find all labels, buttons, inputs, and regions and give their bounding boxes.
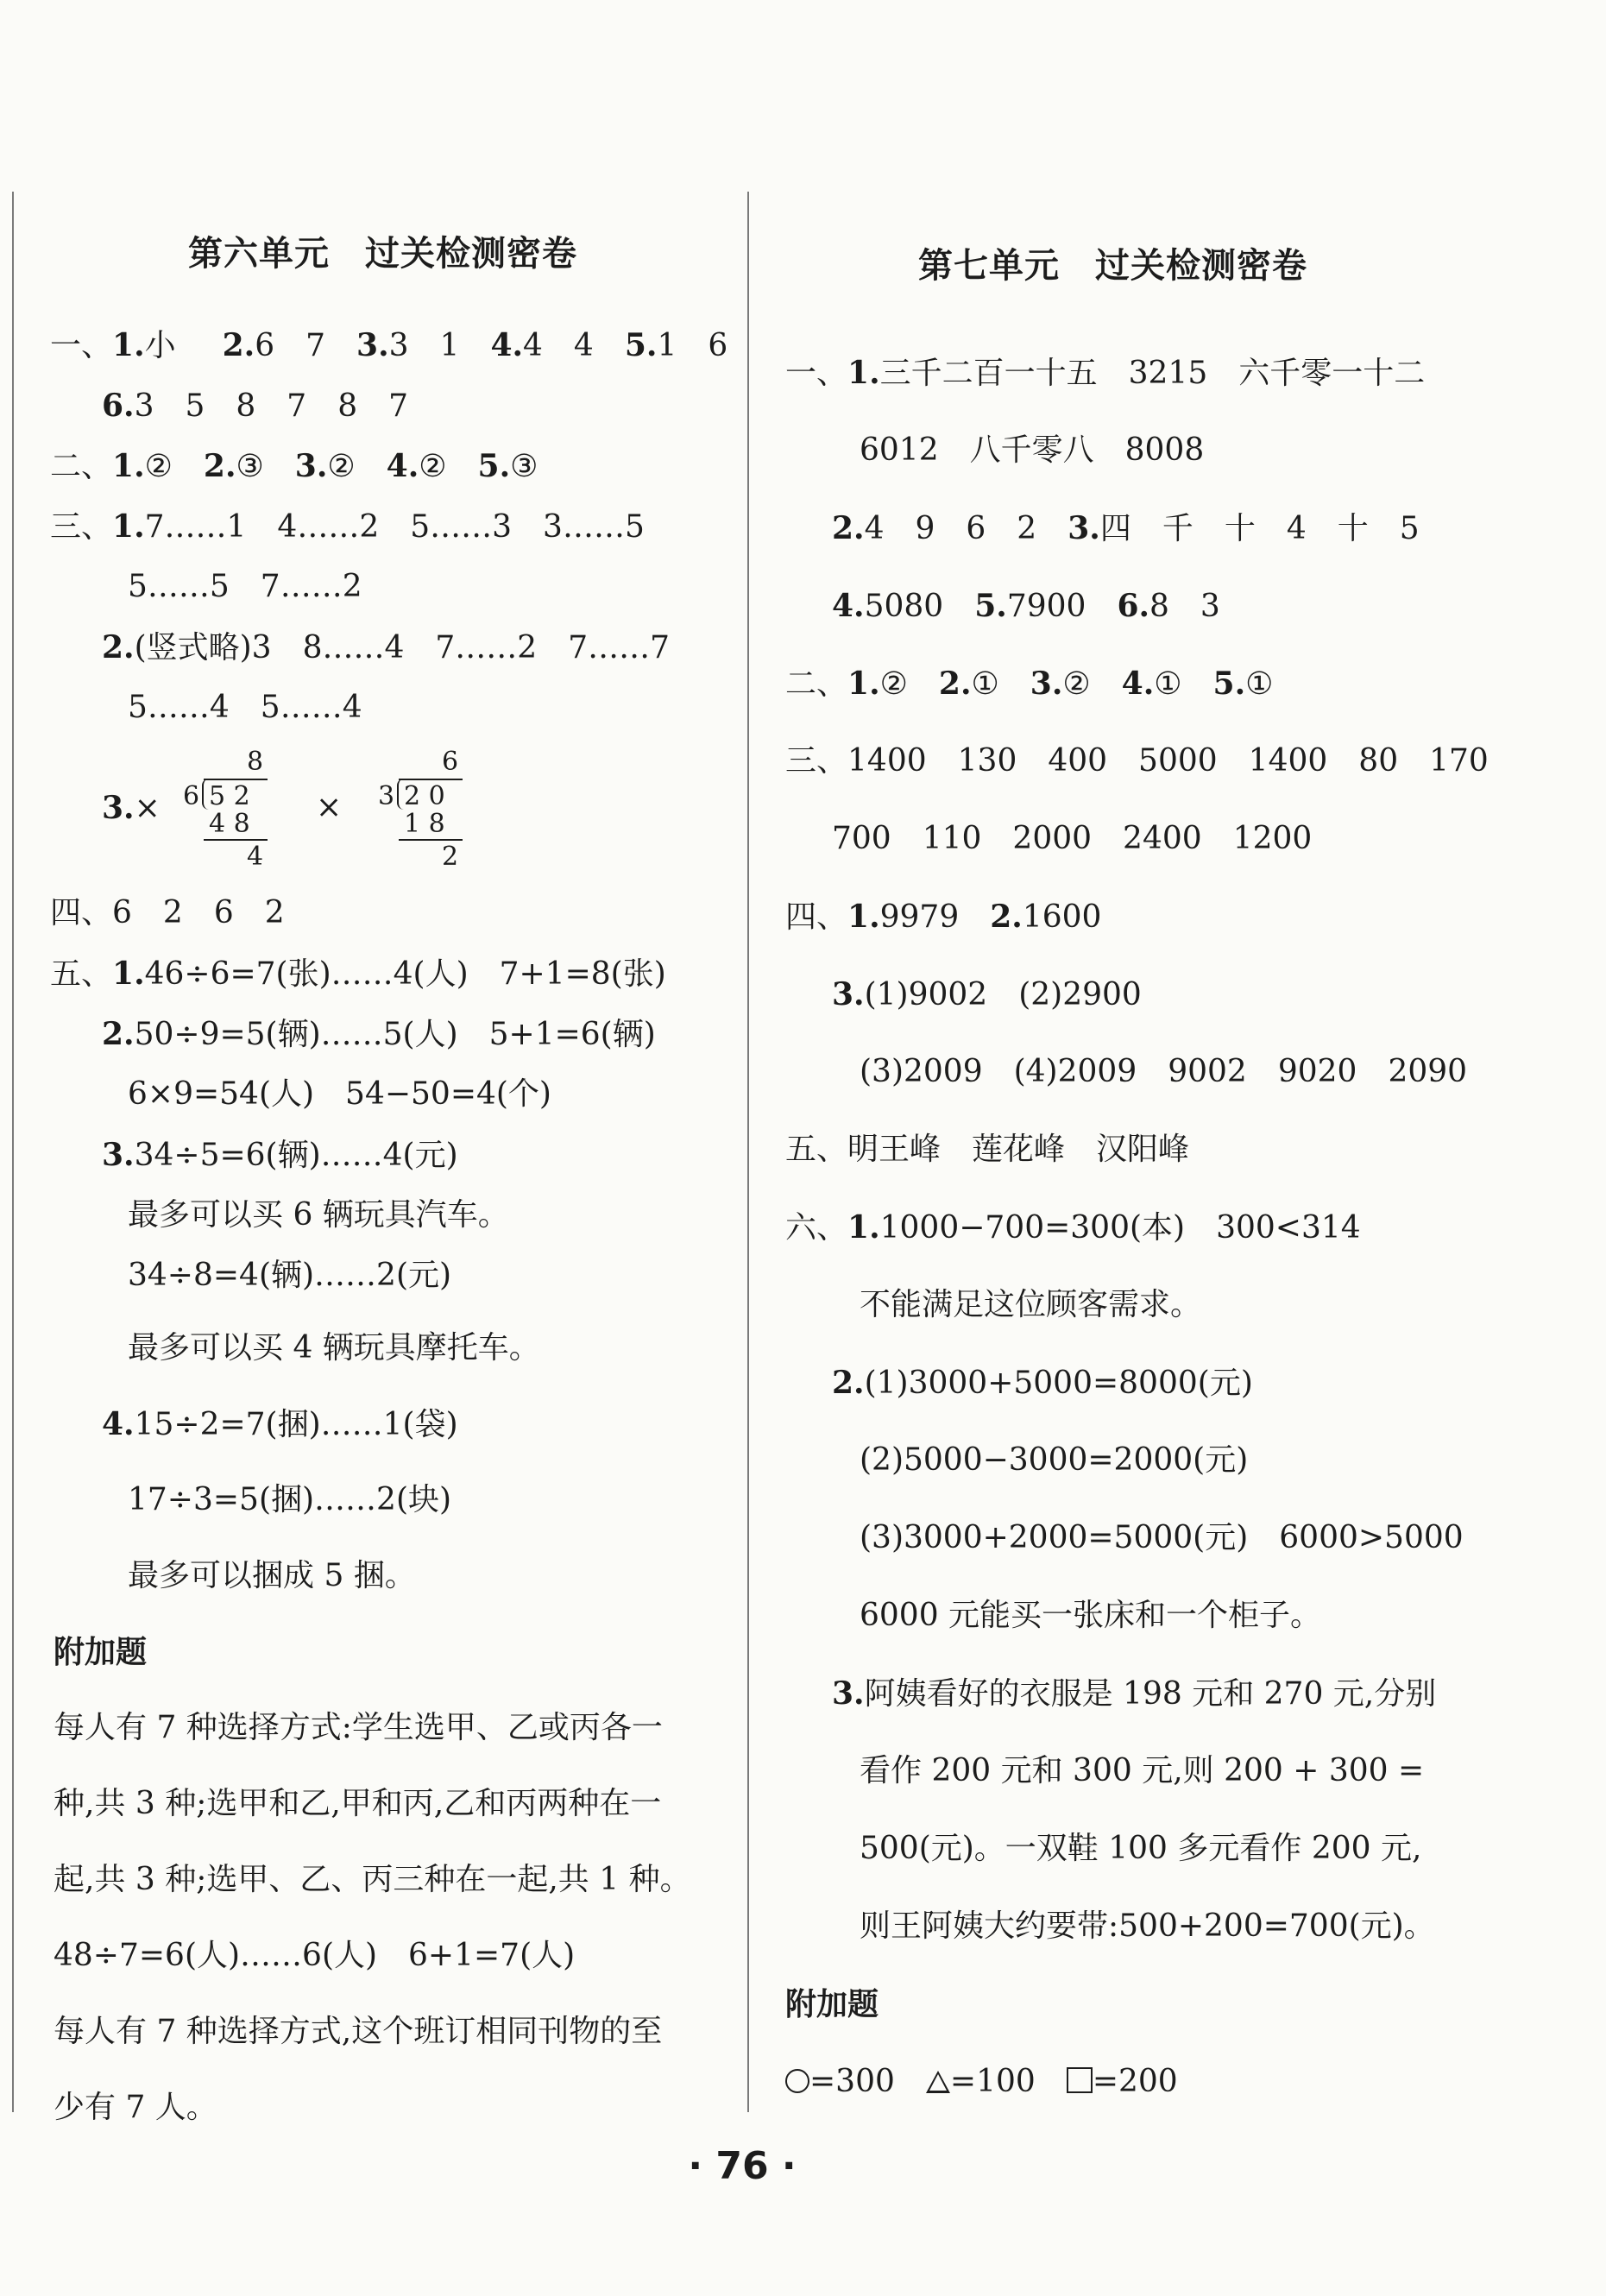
answer-text: 四 千 十 4 十 5	[1099, 511, 1420, 546]
extra-answer-line	[785, 2066, 1178, 2097]
answer-line	[50, 895, 285, 930]
answer-line	[832, 1367, 1253, 1399]
answer-text: ③	[510, 449, 538, 484]
question-number: 5.	[624, 327, 658, 363]
page-number: · 76 ·	[688, 2144, 797, 2188]
question-number: 2.	[102, 1016, 135, 1052]
section-label: 二、	[50, 449, 113, 484]
answer-text: 1600	[1022, 899, 1102, 935]
question-number: 2.	[222, 327, 255, 363]
long-division-20-by-3	[378, 749, 473, 870]
answer-text: 4 9 6 2	[864, 511, 1068, 546]
answer-text: 3 1	[388, 328, 491, 363]
answer-line	[785, 665, 1274, 702]
answer-line: 不能满足这位顾客需求。	[860, 1287, 1202, 1322]
answer-line	[102, 1406, 458, 1442]
answer-text: 1000−700=300(本) 300<314	[879, 1210, 1361, 1246]
section-label: 五、	[50, 956, 113, 992]
triangle-icon	[926, 2071, 950, 2093]
answer-text: 46÷6=7(张)……4(人) 7+1=8(张)	[144, 956, 666, 992]
answer-line	[50, 958, 666, 990]
answer-line	[102, 792, 161, 824]
section-label: 四、	[50, 895, 113, 930]
question-number: 3.	[102, 1137, 135, 1173]
answer-text: ①	[1245, 666, 1274, 702]
section-label: 六、	[785, 1210, 848, 1246]
answer-line: 6000 元能买一张床和一个柜子。	[860, 1598, 1322, 1633]
answer-text: ②	[327, 449, 387, 484]
answer-line: 看作 200 元和 300 元,则 200 + 300 =	[860, 1753, 1425, 1788]
answer-line	[785, 743, 1489, 779]
answer-text: ②	[419, 449, 478, 484]
question-number: 5.	[477, 448, 511, 484]
answer-line: 5……4 5……4	[128, 690, 362, 725]
question-number: 3.	[1068, 510, 1100, 546]
answer-line: 最多可以捆成 5 捆。	[128, 1558, 416, 1593]
question-number: 2.	[102, 629, 135, 665]
center-column-rule	[747, 192, 749, 2112]
answer-line: 700 110 2000 2400 1200	[832, 821, 1313, 856]
answer-line: 起,共 3 种;选甲、乙、丙三种在一起,共 1 种。	[54, 1862, 691, 1897]
dividend: 5 2	[209, 781, 250, 811]
answer-line	[832, 590, 1220, 622]
answer-line	[785, 1134, 1189, 1165]
question-number: 1.	[847, 899, 880, 935]
question-number: 4.	[1121, 665, 1155, 702]
answer-text: ①	[971, 666, 1030, 702]
answer-line: 48÷7=6(人)……6(人) 6+1=7(人)	[54, 1938, 576, 1973]
answer-text: =100	[949, 2064, 1036, 2099]
answer-line	[832, 510, 1420, 546]
question-number: 1.	[112, 956, 145, 992]
answer-text: 7……1 4……2 5……3 3……5	[144, 509, 645, 545]
answer-line: 17÷3=5(捆)……2(块)	[128, 1482, 452, 1517]
answer-text: 阿姨看好的衣服是 198 元和 270 元,分别	[864, 1676, 1437, 1712]
answer-line	[832, 976, 1142, 1012]
answer-text: 明王峰 莲花峰 汉阳峰	[847, 1132, 1190, 1167]
answer-text: 小	[144, 328, 207, 363]
question-number: 2.	[990, 899, 1023, 935]
division-bar	[399, 779, 463, 780]
product: 4 8	[209, 809, 250, 839]
section-label: 三、	[785, 743, 848, 779]
square-icon	[1067, 2067, 1093, 2093]
answer-text: =300	[809, 2064, 895, 2099]
answer-text: (竖式略)3 8……4 7……2 7……7	[134, 630, 671, 665]
answer-line: 种,共 3 种;选甲和乙,甲和丙,乙和丙两种在一	[54, 1786, 662, 1821]
answer-line: (3)2009 (4)2009 9002 9020 2090	[860, 1054, 1468, 1089]
answer-line	[50, 327, 728, 363]
question-number: 2.	[203, 448, 236, 484]
answer-text: 8 3	[1149, 589, 1220, 624]
question-number: 3.	[832, 976, 865, 1012]
question-number: 1.	[112, 327, 145, 363]
divisor: 6	[183, 781, 200, 811]
remainder: 2	[442, 842, 459, 872]
extra-question-title: 附加题	[785, 1986, 879, 2022]
answer-text: =200	[1092, 2064, 1178, 2099]
long-division-52-by-6	[183, 749, 278, 870]
question-number: 1.	[112, 508, 145, 545]
answer-text: 1 6	[657, 328, 728, 363]
answer-line	[832, 1675, 1437, 1712]
answer-line	[785, 357, 1425, 389]
answer-text: ③	[236, 449, 295, 484]
answer-text: 6 7	[255, 328, 357, 363]
question-number: 5.	[1212, 665, 1246, 702]
answer-line: 每人有 7 种选择方式,这个班订相同刊物的至	[54, 2014, 663, 2049]
question-number: 1.	[112, 448, 145, 484]
question-number: 4.	[386, 448, 419, 484]
answer-line: 6012 八千零八 8008	[860, 432, 1205, 468]
answer-text: ②	[1062, 666, 1122, 702]
section-label: 五、	[785, 1132, 848, 1167]
answer-text: (1)3000+5000=8000(元)	[864, 1366, 1253, 1401]
answer-text: ①	[1154, 666, 1213, 702]
answer-line	[785, 1209, 1361, 1246]
answer-line	[316, 792, 342, 823]
answer-text: 50÷9=5(辆)……5(人) 5+1=6(辆)	[134, 1017, 656, 1052]
section-label: 三、	[50, 509, 113, 545]
answer-text: 4 4	[523, 328, 625, 363]
answer-text: 7900	[1006, 589, 1118, 624]
question-number: 4.	[102, 1406, 135, 1442]
answer-line: 34÷8=4(辆)……2(元)	[128, 1258, 452, 1293]
question-number: 3.	[1030, 665, 1063, 702]
quotient: 8	[247, 747, 264, 777]
answer-text: 34÷5=6(辆)……4(元)	[134, 1138, 458, 1173]
answer-line: 6×9=54(人) 54−50=4(个)	[128, 1076, 551, 1112]
question-number: 2.	[832, 1365, 865, 1401]
unit-seven-title: 第七单元 过关检测密卷	[918, 245, 1307, 286]
question-number: 6.	[102, 388, 135, 424]
question-number: 6.	[1117, 588, 1150, 624]
divisor: 3	[378, 781, 395, 811]
question-number: 1.	[847, 1209, 880, 1246]
answer-line	[50, 508, 645, 545]
question-number: 3.	[832, 1675, 865, 1712]
answer-text: ②	[879, 666, 939, 702]
answer-line	[102, 1016, 656, 1052]
unit-six-title: 第六单元 过关检测密卷	[188, 233, 577, 274]
answer-text: 三千二百一十五 3215 六千零一十二	[879, 356, 1426, 391]
question-number: 3.	[356, 327, 389, 363]
section-label: 一、	[785, 356, 848, 391]
answer-line: (2)5000−3000=2000(元)	[860, 1442, 1249, 1478]
answer-text: ×	[316, 790, 343, 825]
answer-text: 5080	[864, 589, 975, 624]
question-number: 1.	[847, 665, 880, 702]
dividend: 2 0	[404, 781, 445, 811]
subtraction-bar	[204, 839, 268, 841]
answer-line	[50, 448, 538, 484]
answer-text: 6 2 6 2	[112, 895, 285, 930]
answer-line	[102, 629, 671, 665]
question-number: 4.	[490, 327, 524, 363]
subtraction-bar	[399, 839, 463, 841]
question-number: 3.	[102, 790, 135, 826]
question-number: 4.	[832, 588, 865, 624]
section-label: 二、	[785, 666, 848, 702]
answer-line	[102, 1139, 458, 1171]
answer-text: ×	[134, 791, 161, 826]
answer-line: 最多可以买 6 辆玩具汽车。	[128, 1197, 509, 1233]
answer-line	[102, 390, 408, 422]
answer-text: (1)9002 (2)2900	[864, 977, 1142, 1012]
answer-text: ②	[144, 449, 204, 484]
answer-line	[785, 901, 1101, 933]
question-number: 1.	[847, 355, 880, 391]
answer-line: (3)3000+2000=5000(元) 6000>5000	[860, 1520, 1464, 1555]
circle-icon	[785, 2069, 809, 2093]
answer-line: 5……5 7……2	[128, 569, 362, 604]
remainder: 4	[247, 842, 264, 872]
answer-text: 15÷2=7(捆)……1(袋)	[134, 1407, 458, 1442]
extra-question-title: 附加题	[54, 1634, 148, 1670]
question-number: 3.	[294, 448, 328, 484]
question-number: 2.	[938, 665, 972, 702]
answer-line: 则王阿姨大约要带:500+200=700(元)。	[860, 1908, 1435, 1944]
answer-line: 500(元)。一双鞋 100 多元看作 200 元,	[860, 1831, 1422, 1866]
section-label: 一、	[50, 328, 113, 363]
answer-text: 9979	[879, 899, 991, 935]
question-number: 2.	[832, 510, 865, 546]
product: 1 8	[404, 809, 445, 839]
division-bar	[204, 779, 268, 780]
section-label: 四、	[785, 899, 848, 935]
answer-text: 3 5 8 7 8 7	[134, 388, 409, 424]
answer-line: 每人有 7 种选择方式:学生选甲、乙或丙各一	[54, 1710, 663, 1745]
quotient: 6	[442, 747, 459, 777]
left-column-rule	[12, 192, 14, 2112]
question-number: 5.	[974, 588, 1007, 624]
answer-line: 最多可以买 4 辆玩具摩托车。	[128, 1330, 540, 1366]
answer-line: 少有 7 人。	[54, 2090, 217, 2125]
answer-text: 1400 130 400 5000 1400 80 170	[847, 743, 1489, 779]
